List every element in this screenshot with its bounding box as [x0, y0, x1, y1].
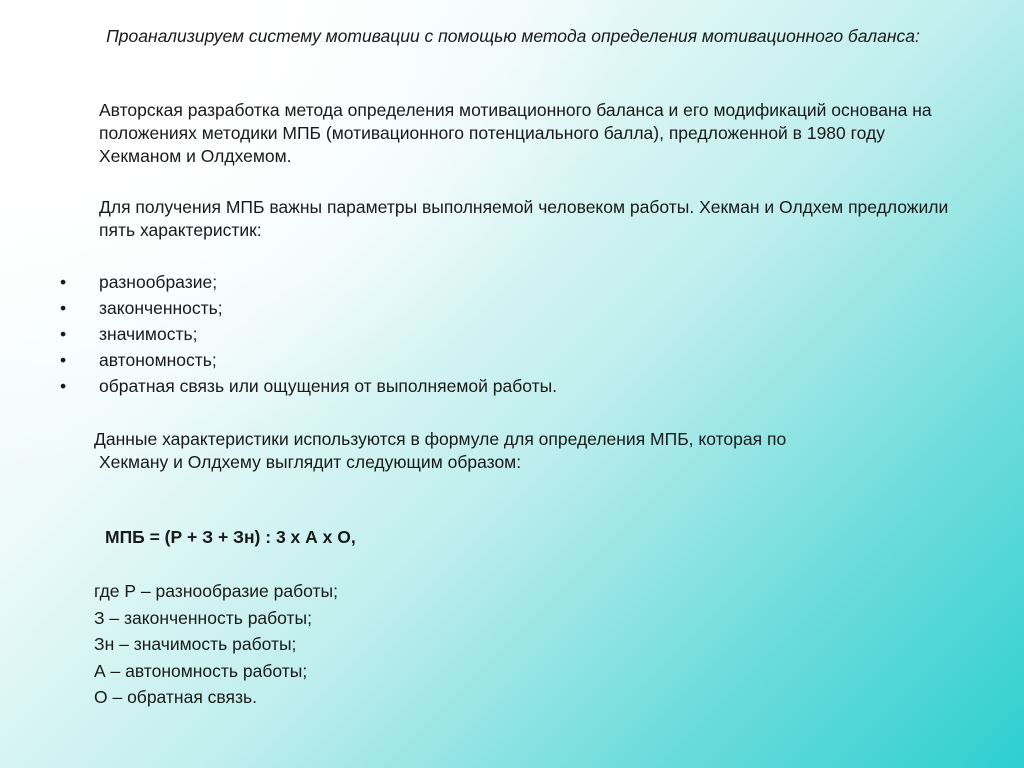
list-item-text: разнообразие;: [99, 272, 218, 292]
list-item: [0, 321, 557, 347]
list-item: [0, 347, 557, 373]
mpb-formula: МПБ = (Р + З + Зн) : 3 х А х О,: [105, 527, 356, 547]
slide-heading: Проанализируем систему мотивации с помощью метода определения мотивационного баланса:: [106, 26, 920, 46]
legend-item: А – автономность работы;: [94, 660, 308, 681]
characteristics-list: [0, 269, 557, 399]
legend-item: Зн – значимость работы;: [94, 634, 297, 654]
bullet-icon: •: [60, 376, 67, 396]
list-item: [0, 269, 557, 295]
list-item: [0, 373, 557, 399]
list-item: [0, 295, 557, 321]
formula-legend: [94, 578, 338, 711]
legend-item: З – законченность работы;: [94, 607, 312, 628]
bullet-icon: •: [60, 350, 67, 370]
bullet-icon: •: [60, 324, 67, 344]
legend-item: О – обратная связь.: [94, 687, 257, 707]
bullet-icon: •: [60, 272, 67, 292]
list-item-text: значимость;: [99, 324, 198, 344]
paragraph-formula-intro-line1: Данные характеристики используются в формуле для определения МПБ, которая по: [94, 429, 787, 449]
list-item-text: обратная связь или ощущения от выполняемой работы.: [99, 376, 558, 396]
paragraph-formula-intro: [94, 428, 914, 474]
paragraph-method-origin: Авторская разработка метода определения мотивационного баланса и его модификаций основана на положениях методики МПБ (мотивационного потенциального балла), предложенной в 1980 году Хекманом и Олдхемом.: [99, 100, 932, 166]
paragraph-parameters: Для получения МПБ важны параметры выполняемой человеком работы. Хекман и Олдхем предложили пять характеристик:: [99, 197, 949, 240]
paragraph-formula-intro-line2: Хекману и Олдхему выглядит следующим образом:: [99, 452, 522, 472]
bullet-icon: •: [60, 298, 67, 318]
legend-item: где Р – разнообразие работы;: [94, 581, 338, 601]
list-item-text: законченность;: [99, 298, 223, 318]
list-item-text: автономность;: [99, 350, 217, 370]
